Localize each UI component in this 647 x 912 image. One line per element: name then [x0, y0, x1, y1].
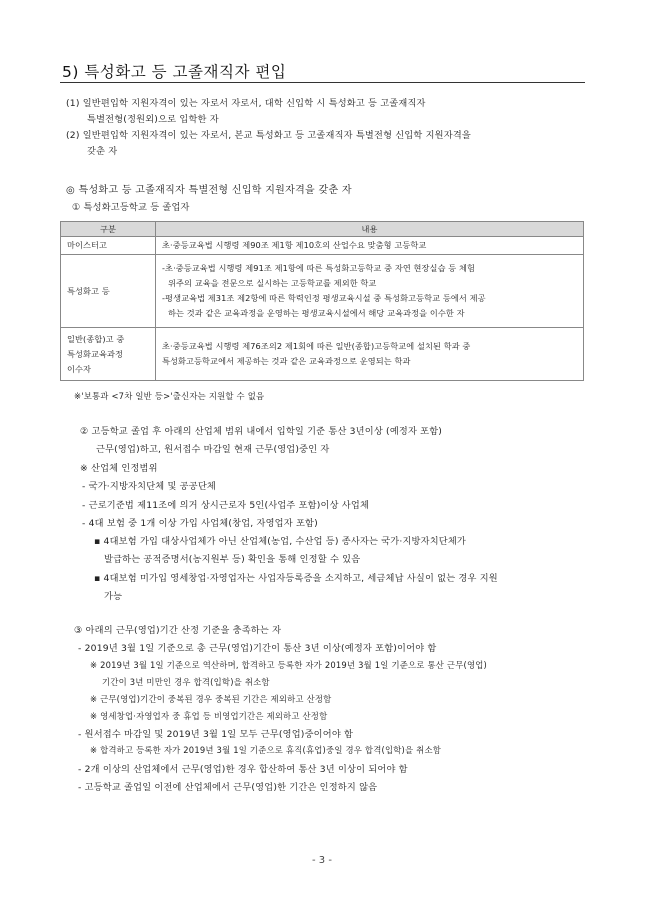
content-line: 특성화고등학교에서 제공하는 것과 같은 교육과정으로 운영되는 학과 — [162, 356, 411, 366]
table-header-category: 구분 — [61, 222, 156, 237]
criteria-note: ※ 근무(영업)기간이 중복된 경우 중복된 기간은 제외하고 산정함 — [90, 694, 332, 704]
item3-heading: ③ 아래의 근무(영업)기간 산정 기준을 충족하는 자 — [74, 625, 282, 636]
scope-bullet-2-line2: 가능 — [104, 591, 123, 602]
item1-heading: ① 특성화고등학교 등 졸업자 — [72, 202, 190, 213]
criteria-item: - 2개 이상의 산업체에서 근무(영업)한 경우 합산하여 통산 3년 이상이 되어야 함 — [78, 764, 408, 775]
page-title: 5) 특성화고 등 고졸재직자 편입 — [62, 63, 287, 81]
table-row — [61, 328, 584, 381]
intro-2-line1: (2) 일반편입학 지원자격이 있는 자로서, 본교 특성화고 등 고졸재직자 특별전형 신입학 지원자격을 — [66, 130, 471, 141]
table-row — [61, 255, 584, 328]
section-heading: ◎ 특성화고 등 고졸재직자 특별전형 신입학 지원자격을 갖춘 자 — [66, 185, 352, 196]
table-header-content: 내용 — [156, 222, 584, 237]
criteria-note: 기간이 3년 미만인 경우 합격(입학)을 취소함 — [102, 677, 270, 687]
item2-line1: ② 고등학교 졸업 후 아래의 산업체 범위 내에서 입학일 기준 통산 3년이상 (예정자 포함) — [80, 426, 443, 437]
criteria-note: ※ 영세창업·자영업자 중 휴업 등 비영업기간은 제외하고 산정함 — [90, 711, 328, 721]
row-label — [61, 328, 156, 381]
row-content — [156, 255, 584, 328]
criteria-note: ※ 합격하고 등록한 자가 2019년 3월 1일 기준으로 휴직(휴업)중일 경우 합격(입학)을 취소함 — [90, 745, 442, 755]
content-line: -초·중등교육법 시행령 제91조 제1항에 따른 특성화고등학교 중 자연 현장실습 등 체험 — [162, 263, 476, 273]
scope-bullet-2-line1: ▪ 4대보험 미가입 영세창업·자영업자는 사업자등록증을 소지하고, 세금체납 사실이 없는 경우 지원 — [94, 573, 498, 584]
industry-scope-heading: ※ 산업체 인정범위 — [80, 463, 158, 474]
content-line: 하는 것과 같은 교육과정을 운영하는 평생교육시설에서 해당 교육과정을 이수한 자 — [168, 308, 465, 318]
item2-line2: 근무(영업)하고, 원서접수 마감일 현재 근무(영업)중인 자 — [96, 444, 330, 455]
criteria-item: - 2019년 3월 1일 기준으로 총 근무(영업)기간이 통산 3년 이상(예정자 포함)이어야 함 — [78, 643, 437, 654]
criteria-note: ※ 2019년 3월 1일 기준으로 역산하며, 합격하고 등록한 자가 2019년 3월 1일 기준으로 통산 근무(영업) — [90, 660, 488, 670]
scope-item: - 근로기준법 제11조에 의거 상시근로자 5인(사업주 포함)이상 사업체 — [82, 500, 370, 511]
table-row — [61, 237, 584, 255]
criteria-item: - 원서접수 마감일 및 2019년 3월 1일 모두 근무(영업)중이어야 함 — [78, 729, 354, 740]
page-number: - 3 - — [312, 855, 332, 866]
scope-bullet-1-line1: ▪ 4대보험 가입 대상사업체가 아닌 산업체(농업, 수산업 등) 종사자는 국가·지방자치단체가 — [94, 536, 466, 547]
row-content: 초·중등교육법 시행령 제90조 제1항 제10호의 산업수요 맞춤형 고등학교 — [156, 237, 584, 255]
label-line: 특성화교육과정 — [67, 348, 124, 359]
criteria-item: - 고등학교 졸업일 이전에 산업체에서 근무(영업)한 기간은 인정하지 않음 — [78, 782, 378, 793]
content-line: -평생교육법 제31조 제2항에 따른 학력인정 평생교육시설 중 특성화고등학교 등에서 제공 — [162, 293, 486, 303]
intro-1-line1: (1) 일반편입학 지원자격이 있는 자로서 자로서, 대학 신입학 시 특성화고 등 고졸재직자 — [66, 98, 426, 109]
scope-item: - 4대 보험 중 1개 이상 가입 사업체(창업, 자영업자 포함) — [82, 518, 318, 529]
title-divider — [60, 82, 585, 83]
row-content — [156, 328, 584, 381]
content-line: 위주의 교육을 전문으로 실시하는 고등학교를 제외한 학교 — [168, 278, 377, 288]
row-label: 마이스터고 — [61, 237, 156, 255]
label-line: 이수자 — [67, 363, 92, 374]
content-line: 초·중등교육법 시행령 제76조의2 제1회에 따른 일반(종합)고등학교에 설치된 학과 중 — [162, 341, 471, 351]
scope-item: - 국가·지방자치단체 및 공공단체 — [82, 481, 216, 492]
table-note: ※'보통과 <7차 일반 등>'출신자는 지원할 수 없음 — [74, 391, 265, 401]
row-label: 특성화고 등 — [61, 255, 156, 328]
eligibility-table — [60, 221, 584, 381]
label-line: 일반(종합)고 중 — [67, 333, 125, 344]
table-header-row — [61, 222, 584, 237]
intro-2-line2: 갖춘 자 — [87, 146, 118, 157]
intro-1-line2: 특별전형(정원외)으로 입학한 자 — [87, 114, 219, 125]
scope-bullet-1-line2: 발급하는 공적증명서(농지원부 등) 확인을 통해 인정할 수 있음 — [104, 554, 361, 565]
